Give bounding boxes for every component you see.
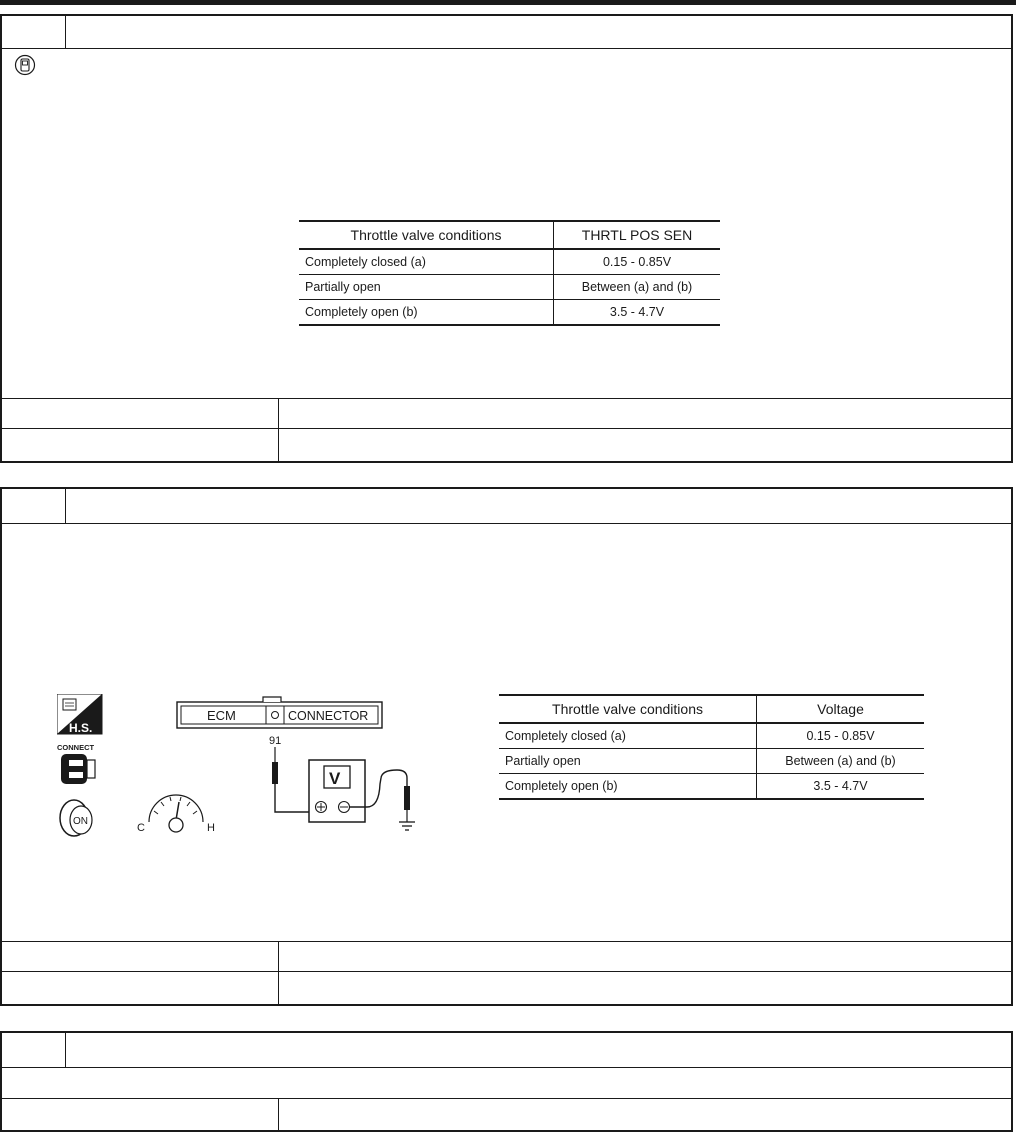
table-cell: Completely open (b) [299, 300, 554, 326]
negative-probe [404, 786, 410, 810]
result-row-ok-2 [2, 941, 1011, 971]
step-panel-1 [0, 14, 1013, 463]
table1-header-condition: Throttle valve conditions [299, 221, 554, 249]
meter-label: V [329, 769, 341, 788]
top-rule [0, 0, 1016, 5]
table-cell: Completely closed (a) [499, 723, 757, 749]
table-row [299, 249, 720, 275]
step-header-3 [2, 1033, 1011, 1068]
table2-header-condition: Throttle valve conditions [499, 695, 757, 723]
table-cell: Between (a) and (b) [554, 275, 721, 300]
consult-tester-icon [14, 54, 36, 76]
result-label-cell [2, 429, 279, 461]
on-label: ON [73, 816, 88, 827]
table-row [499, 723, 924, 749]
table-cell: Completely open (b) [499, 774, 757, 800]
connect-label: CONNECT [57, 743, 95, 752]
ecm-voltage-check-diagram [57, 694, 437, 844]
table-cell: 3.5 - 4.7V [554, 300, 721, 326]
table2-header-value: Voltage [757, 695, 925, 723]
table-row [499, 749, 924, 774]
ground-icon [399, 822, 415, 830]
step-number-cell-2 [2, 489, 66, 523]
table-cell: Between (a) and (b) [757, 749, 925, 774]
table1-header-value: THRTL POS SEN [554, 221, 721, 249]
table-cell: Completely closed (a) [299, 249, 554, 275]
positive-probe [272, 762, 278, 784]
result-label-cell [2, 972, 279, 1004]
step-header-2 [2, 489, 1011, 524]
result-row-3 [2, 1098, 1011, 1132]
temperature-gauge-icon [137, 795, 215, 834]
table-cell: 3.5 - 4.7V [757, 774, 925, 800]
gauge-hot-label: H [207, 822, 215, 834]
hs-label: H.S. [69, 721, 93, 735]
terminal-number: 91 [269, 735, 282, 747]
result-label-cell [2, 942, 279, 971]
result-label-cell [2, 399, 279, 428]
step-panel-3 [0, 1031, 1013, 1132]
step-number-cell-3 [2, 1033, 66, 1067]
connect-plug-icon [57, 743, 95, 784]
ecm-label: ECM [207, 708, 236, 723]
table-cell: Partially open [499, 749, 757, 774]
result-row-ng-2 [2, 971, 1011, 1004]
connector-label: CONNECTOR [288, 709, 369, 723]
throttle-sensor-table-1 [299, 220, 720, 326]
voltmeter [309, 760, 365, 822]
table-cell: Partially open [299, 275, 554, 300]
table-row [299, 275, 720, 300]
ignition-on-icon [60, 800, 92, 836]
hs-harness-icon [57, 694, 102, 735]
gauge-cold-label: C [137, 822, 145, 834]
table-row [499, 774, 924, 800]
throttle-voltage-table-2 [499, 694, 924, 800]
result-row-ok-1 [2, 398, 1011, 428]
step-panel-2 [0, 487, 1013, 1006]
result-label-cell [2, 1099, 279, 1132]
table-cell: 0.15 - 0.85V [554, 249, 721, 275]
table-cell: 0.15 - 0.85V [757, 723, 925, 749]
step-number-cell-1 [2, 16, 66, 48]
result-row-ng-1 [2, 428, 1011, 461]
step-header-1 [2, 16, 1011, 49]
ecm-connector [177, 697, 382, 728]
instruction-row-3 [2, 1067, 1011, 1098]
table-row [299, 300, 720, 326]
